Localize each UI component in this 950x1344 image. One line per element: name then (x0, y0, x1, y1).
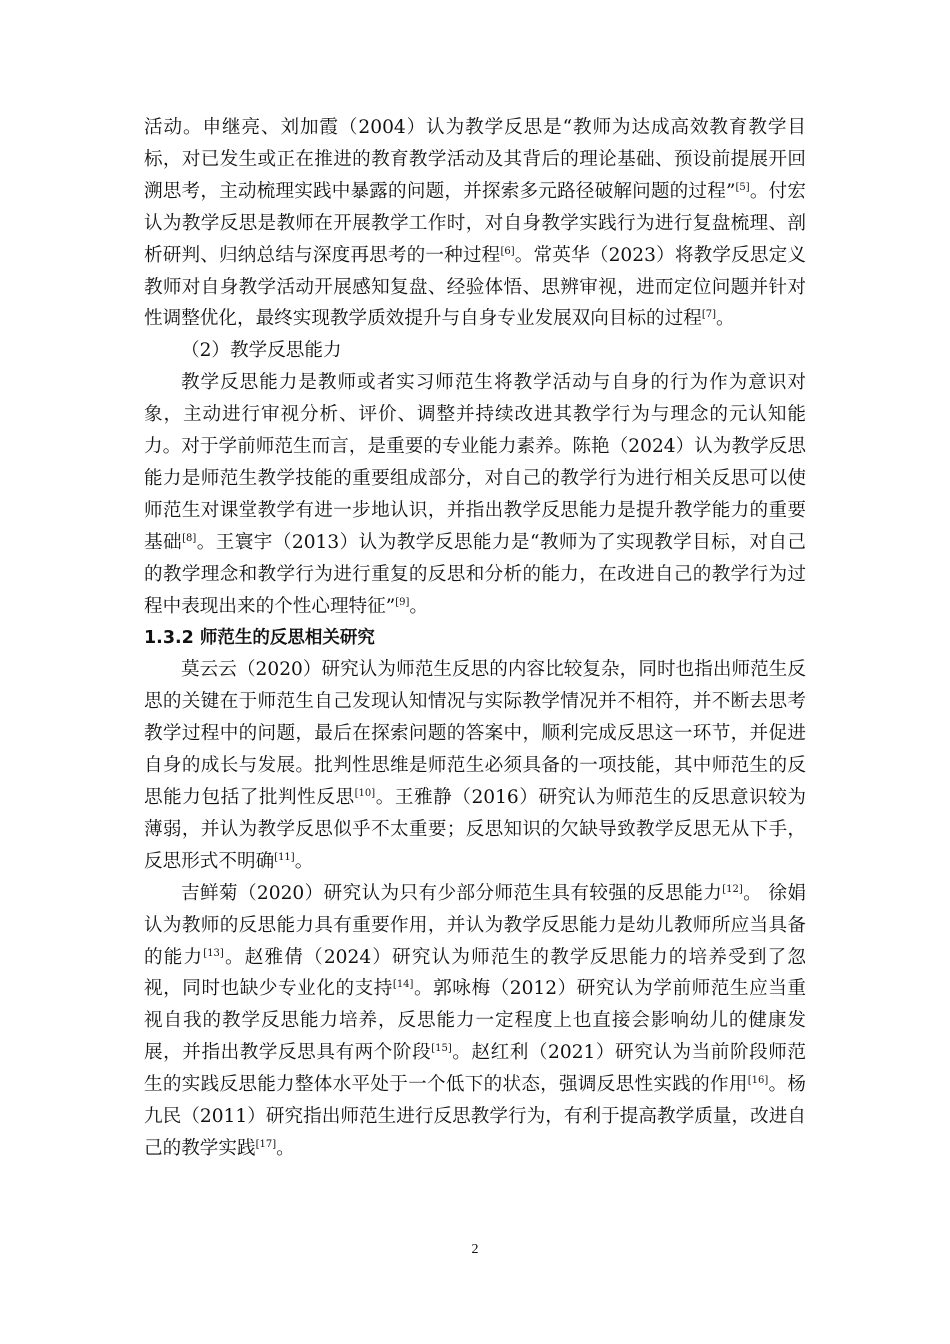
section-heading (144, 623, 806, 655)
text-run: 活动。申继亮、刘加霞（2004）认为教学反思是“教师为达成高效教育教学目标，对已发生或正在推进的教育教学活动及其背后的理论基础、预设前提展开回溯思考，主动梳理实践中暴露的问题，并探索多元路径破解问题的过程” (144, 117, 806, 202)
citation-ref: [13] (203, 947, 224, 959)
text-run: 。 (716, 308, 735, 330)
text-run: 莫云云（2020）研究认为师范生反思的内容比较复杂，同时也指出师范生反思的关键在于师范生自己发现认知情况与实际教学情况并不相符，并不断去思考教学过程中的问题，最后在探索问题的答案中，顺利完成反思这一环节，并促进自身的成长与发展。批判性思维是师范生必须具备的一项技能，其中师范生的反思能力包括了批判性反思 (144, 659, 806, 809)
text-run: 。 (294, 850, 314, 872)
citation-ref: [14] (392, 979, 414, 991)
citation-ref: [17] (255, 1139, 277, 1150)
body-paragraph (144, 654, 806, 877)
body-paragraph (144, 112, 806, 335)
document-page (144, 112, 806, 1165)
subsection-label (144, 335, 806, 367)
text-run: 吉鲜菊（2020）研究认为只有少部分师范生具有较强的反思能力 (181, 882, 723, 904)
text-run: 。赵雅倩（2024）研究认为师范生的教学反思能力的培养受到了忽视，同时也缺少专业化的支持 (144, 946, 806, 1000)
citation-ref: [8] (182, 532, 197, 544)
body-paragraph (144, 367, 806, 622)
citation-ref: [5] (735, 181, 750, 193)
text-run: 。王寰宇（2013）认为教学反思能力是“教师为了实现教学目标，对自己的教学理念和教学行为进行重复的反思和分析的能力，在改进自己的教学行为过程中表现出来的个性心理特征” (144, 531, 806, 617)
citation-ref: [15] (431, 1043, 452, 1055)
text-run: 。 徐娟认为教师的反思能力具有重要作用，并认为教学反思能力是幼儿教师所应当具备的能力 (144, 882, 806, 968)
text-run: 。杨九民（2011）研究指出师范生进行反思教学行为，有利于提高教学质量，改进自己的教学实践 (144, 1074, 806, 1159)
citation-ref: [12] (722, 883, 743, 895)
text-run: 。常英华（2023）将教学反思定义教师对自身教学活动开展感知复盘、经验体悟、思辨审视，进而定位问题并针对性调整优化，最终实现教学质效提升与自身专业发展双向目标的过程 (144, 244, 806, 330)
text-run: 。郭咏梅（2012）研究认为学前师范生应当重视自我的教学反思能力培养，反思能力一定程度上也直接会影响幼儿的健康发展，并指出教学反思具有两个阶段 (144, 978, 806, 1064)
text-run: 。王雅静（2016）研究认为师范生的反思意识较为薄弱，并认为教学反思似乎不太重要；反思知识的欠缺导致教学反思无从下手，反思形式不明确 (144, 787, 806, 872)
text-run: 。 (409, 595, 429, 617)
body-paragraph (144, 878, 806, 1165)
citation-ref: [10] (354, 788, 376, 800)
text-run: 。 (276, 1138, 295, 1159)
text-run: （2）教学反思能力 (181, 340, 342, 362)
citation-ref: [6] (500, 245, 515, 257)
text-run: 1.3.2 师范生的反思相关研究 (144, 627, 375, 648)
text-run: 教学反思能力是教师或者实习师范生将教学活动与自身的行为作为意识对象，主动进行审视分析、评价、调整并持续改进其教学行为与理念的元认知能力。对于学前师范生而言，是重要的专业能力素养。陈艳（2024）认为教学反思能力是师范生教学技能的重要组成部分，对自己的教学行为进行相关反思可以使师范生对课堂教学有进一步地认识，并指出教学反思能力是提升教学能力的重要基础 (144, 372, 806, 553)
text-run: 。付宏认为教学反思是教师在开展教学工作时，对自身教学实践行为进行复盘梳理、剖析研判、归纳总结与深度再思考的一种过程 (144, 180, 806, 266)
citation-ref: [16] (747, 1075, 769, 1087)
page-number: 2 (471, 1242, 479, 1257)
citation-ref: [9] (395, 596, 410, 608)
text-run: 。赵红利（2021）研究认为当前阶段师范生的实践反思能力整体水平处于一个低下的状态，强调反思性实践的作用 (144, 1042, 806, 1096)
citation-ref: [7] (701, 309, 716, 321)
document-body (144, 112, 806, 1165)
citation-ref: [11] (274, 851, 295, 863)
